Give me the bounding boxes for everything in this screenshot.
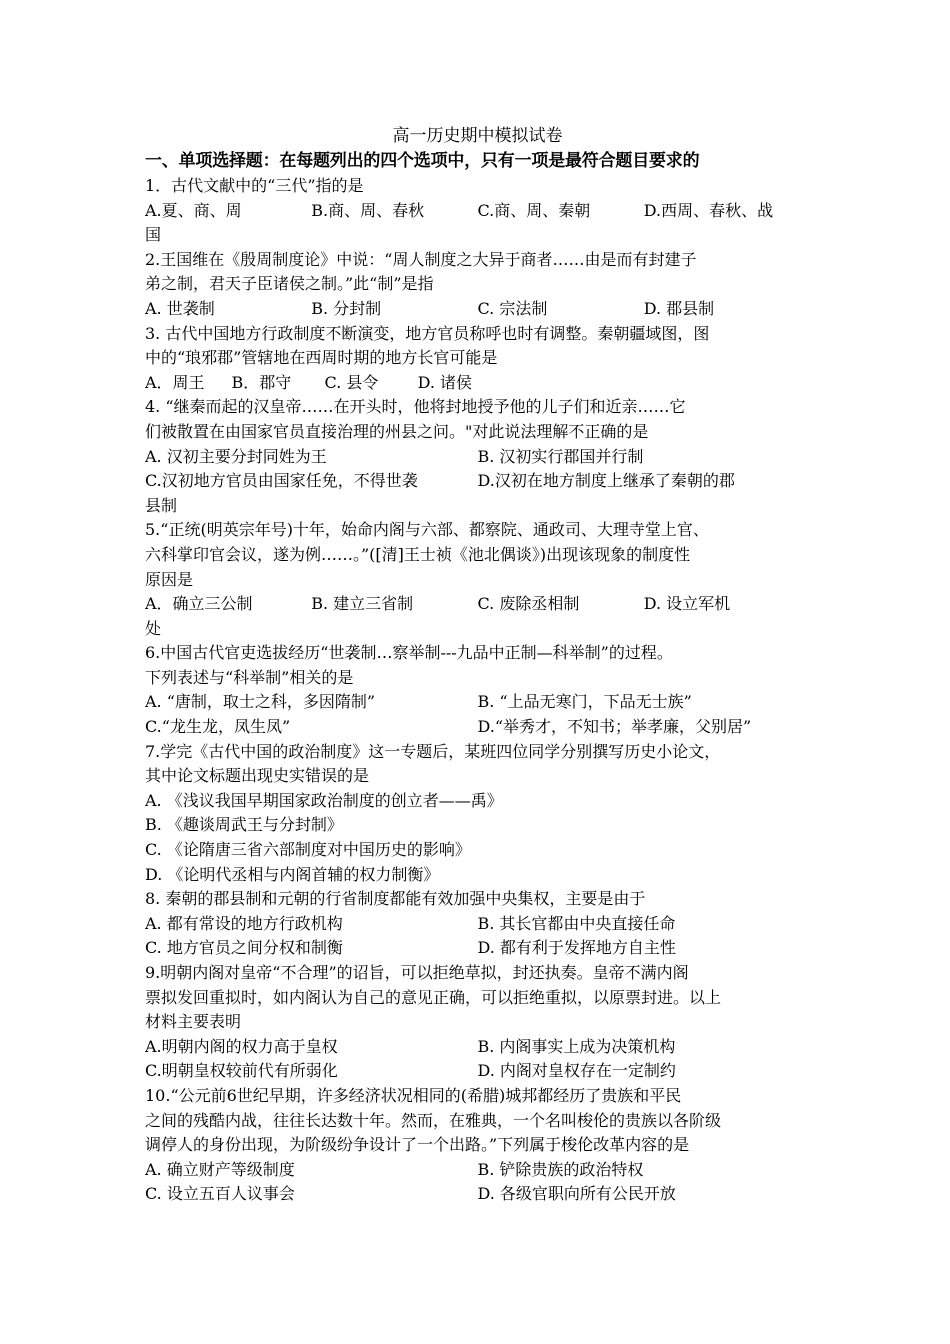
option-a: A. 都有常设的地方行政机构 — [145, 913, 343, 933]
question-stem: 1．古代文献中的“三代”指的是 — [145, 176, 364, 195]
question-stem: 7.学完《古代中国的政治制度》这一专题后，某班四位同学分别撰写历史小论文， — [145, 741, 721, 761]
option-wrap: 县制 — [145, 495, 178, 515]
option-d: D. 郡县制 — [643, 298, 715, 318]
question-stem: 其中论文标题出现史实错误的是 — [145, 766, 370, 786]
option-a: A. 《浅议我国早期国家政治制度的创立者——禹》 — [145, 790, 503, 810]
option-b: B. 铲除贵族的政治特权 — [477, 1159, 644, 1179]
question-stem: 材料主要表明 — [145, 1012, 242, 1032]
option-a: A.夏、商、周 — [145, 200, 242, 220]
options-row — [145, 445, 810, 470]
question-7 — [145, 740, 810, 888]
option-b: B. 汉初实行郡国并行制 — [477, 446, 644, 466]
option-b: B. 《趣谈周武王与分封制》 — [145, 815, 343, 835]
option-c: C. 宗法制 — [477, 298, 548, 318]
option-b: B.商、周、春秋 — [311, 200, 425, 220]
question-stem: 六科掌印官会议，遂为例……。”([清]王士祯《池北偶谈》)出现该现象的制度性 — [145, 544, 691, 564]
option-c: C. 设立五百人议事会 — [145, 1184, 295, 1204]
option-c: C.商、周、秦朝 — [477, 200, 591, 220]
option-b: B. “上品无寒门，下品无士族” — [477, 692, 692, 712]
option-a: A.明朝内阁的权力高于皇权 — [145, 1036, 338, 1056]
option-d: D. 诸侯 — [417, 372, 473, 392]
option-d: D.西周、春秋、战 — [643, 200, 774, 220]
option-a: A. 确立财产等级制度 — [145, 1159, 295, 1179]
question-stem: 9.明朝内阁对皇帝“不合理”的诏旨，可以拒绝草拟，封还执奏。皇帝不满内阁 — [145, 963, 689, 982]
option-b: B. 其长官都由中央直接任命 — [477, 913, 676, 933]
options-row — [145, 690, 810, 715]
question-stem: 调停人的身份出现，为阶级纷争设计了一个出路。”下列属于梭伦改革内容的是 — [145, 1135, 690, 1155]
question-stem: 票拟发回重拟时，如内阁认为自己的意见正确，可以拒绝重拟，以原票封进。以上 — [145, 987, 722, 1007]
options-row — [145, 1182, 810, 1207]
option-d: D. 设立军机 — [643, 594, 731, 614]
question-9 — [145, 961, 810, 1084]
question-stem: 8. 秦朝的郡县制和元朝的行省制度都能有效加强中央集权，主要是由于 — [145, 889, 646, 909]
question-stem: 5.“正统(明英宗年号)十年，始命内阁与六部、都察院、通政司、大理寺堂上官、 — [145, 520, 709, 540]
question-8 — [145, 887, 810, 961]
options-row — [145, 371, 810, 396]
exam-title: 高一历史期中模拟试卷 — [392, 126, 563, 146]
options-row — [145, 912, 810, 937]
option-d: D.汉初在地方制度上继承了秦朝的郡 — [477, 471, 735, 491]
option-c: C. 废除丞相制 — [477, 594, 580, 614]
option-wrap: 处 — [145, 618, 162, 638]
option-d: D. 内阁对皇权存在一定制约 — [477, 1061, 676, 1081]
question-stem: 中的“琅邪郡”管辖地在西周时期的地方长官可能是 — [145, 348, 498, 368]
question-3 — [145, 322, 810, 396]
question-stem: 6.中国古代官吏选拔经历“世袭制…察举制---九品中正制—科举制”的过程。 — [145, 643, 673, 663]
options-row — [145, 469, 810, 494]
question-stem: 3. 古代中国地方行政制度不断演变，地方官员称呼也时有调整。秦朝疆域图，图 — [145, 323, 710, 343]
option-b: B. 建立三省制 — [311, 594, 414, 614]
question-stem: 4. “继秦而起的汉皇帝……在开头时，他将封地授予他的儿子们和近亲……它 — [145, 397, 686, 417]
question-stem: 弟之制，君天子臣诸侯之制。”此“制”是指 — [145, 274, 434, 294]
options-row — [145, 1059, 810, 1084]
question-stem: 2.王国维在《殷周制度论》中说：“周人制度之大异于商者……由是而有封建子 — [145, 249, 697, 269]
option-d: D. 都有利于发挥地方自主性 — [477, 938, 676, 958]
options-row — [145, 1035, 810, 1060]
option-d: D.“举秀才，不知书；举孝廉，父别居” — [477, 717, 752, 737]
question-4 — [145, 395, 810, 518]
question-stem: 之间的残酷内战，往往长达数十年。然而，在雅典，一个名叫梭伦的贵族以各阶级 — [145, 1110, 722, 1130]
option-b: B. 内阁事实上成为决策机构 — [477, 1036, 676, 1056]
options-row — [145, 1158, 810, 1183]
option-c: C.明朝皇权较前代有所弱化 — [145, 1061, 338, 1081]
options-row — [145, 199, 810, 224]
options-row — [145, 936, 810, 961]
question-2 — [145, 248, 810, 322]
option-c: C. 地方官员之间分权和制衡 — [145, 938, 343, 958]
question-stem: 原因是 — [145, 569, 194, 589]
question-stem: 10.“公元前6世纪早期，许多经济状况相同的(希腊)城邦都经历了贵族和平民 — [145, 1085, 682, 1105]
option-c: C.汉初地方官员由国家任免，不得世袭 — [145, 471, 418, 491]
option-wrap: 国 — [145, 225, 162, 245]
exam-page — [145, 124, 810, 1207]
options-row — [145, 592, 810, 617]
question-10 — [145, 1084, 810, 1207]
option-c: C. 县令 — [324, 372, 379, 392]
option-a: A. “唐制，取士之科，多因隋制” — [145, 692, 376, 712]
option-b: B．郡守 — [231, 372, 292, 392]
option-a: A. 世袭制 — [145, 298, 215, 318]
option-c: C.“龙生龙，凤生凤” — [145, 717, 291, 737]
question-5 — [145, 518, 810, 641]
option-d: D. 《论明代丞相与内阁首辅的权力制衡》 — [145, 864, 440, 884]
question-6 — [145, 641, 810, 739]
options-row — [145, 297, 810, 322]
option-a: A. 汉初主要分封同姓为王 — [145, 446, 327, 466]
section-heading: 一、单项选择题：在每题列出的四个选项中，只有一项是最符合题目要求的 — [145, 151, 700, 171]
question-1 — [145, 174, 810, 248]
option-a: A．确立三公制 — [145, 594, 253, 614]
question-stem: 们被散置在由国家官员直接治理的州县之问。"对此说法理解不正确的是 — [145, 421, 649, 441]
options-row — [145, 715, 810, 740]
option-c: C. 《论隋唐三省六部制度对中国历史的影响》 — [145, 840, 471, 860]
option-a: A．周王 — [145, 372, 205, 392]
question-stem: 下列表述与“科举制”相关的是 — [145, 667, 354, 687]
option-d: D. 各级官职向所有公民开放 — [477, 1184, 676, 1204]
option-b: B. 分封制 — [311, 298, 382, 318]
